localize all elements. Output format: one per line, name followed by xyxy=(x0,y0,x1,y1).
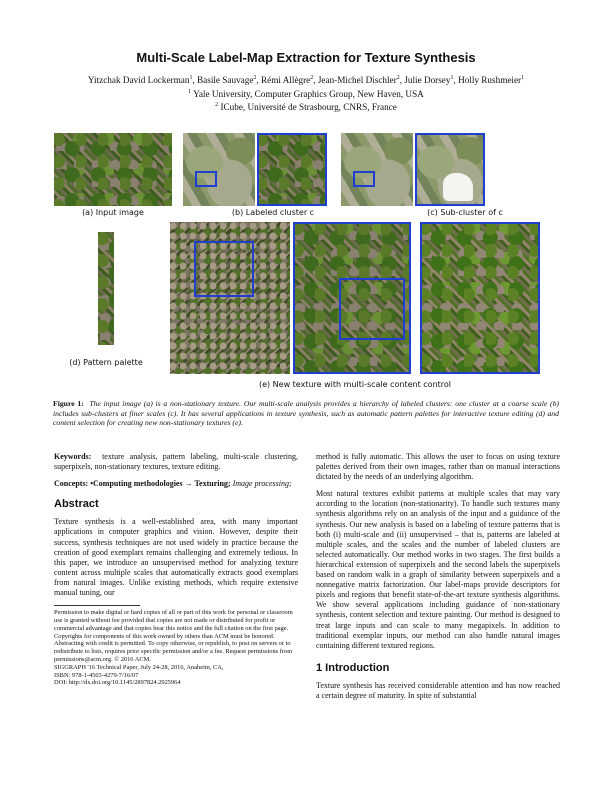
figure-caption: Figure 1: The input image (a) is a non-stationary texture. Our multi-scale analysis provides a hierarchy of labeled clusters: one cluster at a coarse scale (b) includes sub-clusters at finer scales (c). It has several applications in texture synthesis, such as automatic pattern palettes for interactive texture editing (d) and content selection for creating new non-stationary textures (e). xyxy=(53,399,559,428)
left-column xyxy=(54,452,298,687)
new-texture-2 xyxy=(293,222,411,374)
subcluster-zoom xyxy=(415,133,485,206)
new-texture-3 xyxy=(420,222,540,374)
concepts: Concepts: •Computing methodologies → Texturing; Image processing; xyxy=(54,479,292,489)
intro-heading: 1 Introduction xyxy=(316,661,390,674)
new-texture-1 xyxy=(170,222,290,374)
paper-title: Multi-Scale Label-Map Extraction for Texture Synthesis xyxy=(136,50,476,65)
labeled-cluster-zoom xyxy=(257,133,327,206)
labeled-cluster-overview xyxy=(183,133,255,206)
author-name: Yitzchak David Lockerman$^1$ xyxy=(87,75,193,86)
keywords: Keywords: texture analysis, pattern labeling, multi-scale clustering, superpixels, non-stationary textures, texture editing. xyxy=(54,452,298,472)
caption-e: (e) New texture with multi-scale content control xyxy=(258,380,452,389)
author-list: Yitzchak David Lockerman$^1$, Basile Sauvage$^2$, Rémi Allègre$^2$, Jean-Michel Dischler$^2$, Julie Dorsey$^1$, Holly Rushmeier$^1$ xyxy=(87,75,525,86)
author-name: Basile Sauvage$^2$ xyxy=(197,75,257,86)
author-name: Jean-Michel Dischler$^2$ xyxy=(317,75,400,86)
caption-c: (c) Sub-cluster of c xyxy=(427,208,503,217)
abstract-body: Texture synthesis is a well-established area, with many important applications in computer graphics and vision. However, despite their success, synthesis techniques are not used widely in practice because the creation of good exemplars remains challenging and extremely tedious. In this paper, we introduce an unsupervised method for analyzing texture content across multiple scales that automatically extracts good exemplars from natural images. Unlike existing methods, which require extensive manual tuning, our xyxy=(54,517,298,598)
author-block xyxy=(20,73,592,114)
input-image xyxy=(54,133,172,206)
caption-b: (b) Labeled cluster c xyxy=(231,208,315,217)
paragraph-2: Most natural textures exhibit patterns at multiple scales that may vary according to the location (non-stationarity). To handle such textures many synthesis algorithms rely on an analysis of the input and a guidance of the synthesis. Our new analysis is based on a labeling of texture patterns that is both (i) multi-scale and (ii) unsupervised – that is, patterns are labeled at multiple scales, and the scales and the number of labeled clusters are selected automatically. Our method works in two stages. The first builds a hierarchical extension of superpixels and the second labels the superpixels based on random walk in a graph of similarity between superpixels and a nonnegative matrix factorization. Our label-maps provide descriptors for pixels and regions that benefit state-of-the-art texture synthesis algorithms. We show several applications including guidance of non-stationary synthesis, content selection and texture painting. Our method is designed to treat large inputs and can scale to many megapixels. In addition to traditional exemplar inputs, our method can also handle natural images containing different textured regions. xyxy=(316,489,560,650)
author-name: Holly Rushmeier$^1$ xyxy=(458,75,525,86)
author-name: Julie Dorsey$^1$ xyxy=(404,75,454,86)
subcluster-overview xyxy=(341,133,413,206)
right-column xyxy=(316,452,560,708)
caption-a: (a) Input image xyxy=(82,208,144,217)
footnote: Permission to make digital or hard copies of all or part of this work for personal or classroom use is granted without fee provided that copies are not made or distributed for profit or commercial advantage and that copies bear this notice and the full citation on the first page. Copyrights for components of this work owned by others than ACM must be honored. Abstracting with credit is permitted. To copy otherwise, or republish, to post on servers or to redistribute to lists, requires prior specific permission and/or a fee. Request permissions from permissions@acm.org. © 2016 ACM. SIGGRAPH '16 Technical Paper, July 24-28, 2016, Anaheim, CA, ISBN: 978-1-4503-4279-7/16/07 DOI: http://dx.doi.org/10.1145/2897824.2925964 xyxy=(54,609,293,687)
author-name: Rémi Allègre$^2$ xyxy=(261,75,314,86)
pattern-palette xyxy=(98,232,114,345)
zoom-region-box xyxy=(195,171,217,187)
footnote-rule xyxy=(54,605,140,606)
affiliation-1: $^1$ Yale University, Computer Graphics Group, New Haven, USA xyxy=(188,88,424,99)
caption-d: (d) Pattern palette xyxy=(69,358,143,367)
affiliation-2: $^2$ ICube, Université de Strasbourg, CNRS, France xyxy=(215,102,397,113)
paragraph-3: Texture synthesis has received considerable attention and has now reached a certain degree of maturity. In spite of substantial xyxy=(316,680,560,700)
paragraph-1: method is fully automatic. This allows the user to focus on using texture palettes derived from their own images, rather than on manual interactions dictated by the needs of an underlying algorithm. xyxy=(316,452,560,482)
abstract-heading: Abstract xyxy=(54,498,99,511)
